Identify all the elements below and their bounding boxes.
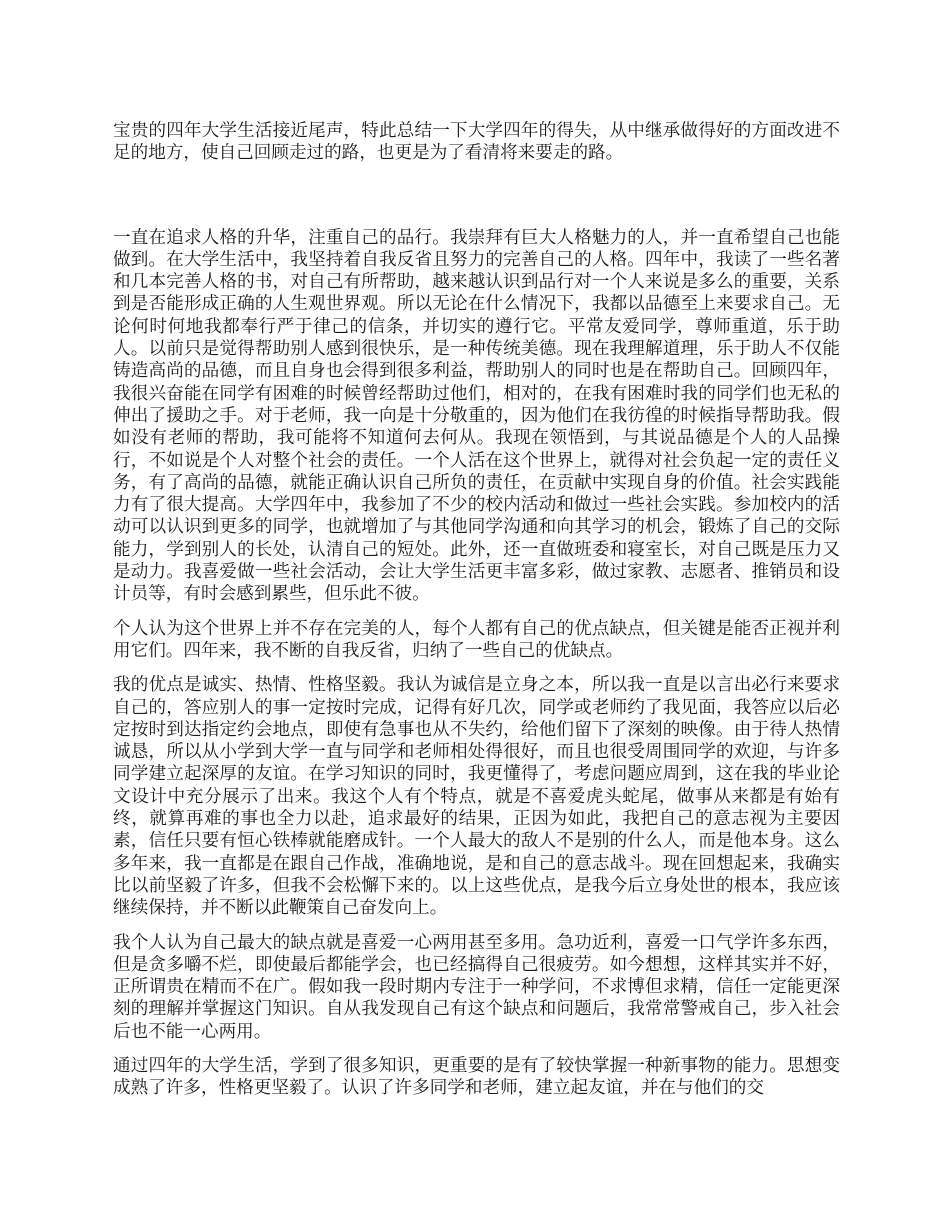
document-body <box>113 120 840 1100</box>
paragraph-self-reflection: 个人认为这个世界上并不存在完美的人，每个人都有自己的优点缺点，但关键是能否正视并利用它们。四年来，我不断的自我反省，归纳了一些自己的优缺点。 <box>113 618 840 661</box>
paragraph-character: 一直在追求人格的升华，注重自己的品行。我崇拜有巨大人格魅力的人，并一直希望自己也能做到。在大学生活中，我坚持着自我反省且努力的完善自己的人格。四年中，我读了一些名著和几本完善人格的书，对自己有所帮助，越来越认识到品行对一个人来说是多么的重要，关系到是否能形成正确的人生观世界观。所以无论在什么情况下，我都以品德至上来要求自己。无论何时何地我都奉行严于律己的信条，并切实的遵行它。平常友爱同学，尊师重道，乐于助人。以前只是觉得帮助别人感到很快乐，是一种传统美德。现在我理解道理，乐于助人不仅能铸造高尚的品德，而且自身也会得到很多利益，帮助别人的同时也是在帮助自己。回顾四年，我很兴奋能在同学有困难的时候曾经帮助过他们，相对的，在我有困难时我的同学们也无私的伸出了援助之手。对于老师，我一向是十分敬重的，因为他们在我彷徨的时候指导帮助我。假如没有老师的帮助，我可能将不知道何去何从。我现在领悟到，与其说品德是个人的人品操行，不如说是个人对整个社会的责任。一个人活在这个世界上，就得对社会负起一定的责任义务，有了高尚的品德，就能正确认识自己所负的责任，在贡献中实现自身的价值。社会实践能力有了很大提高。大学四年中，我参加了不少的校内活动和做过一些社会实践。参加校内的活动可以认识到更多的同学，也就增加了与其他同学沟通和向其学习的机会，锻炼了自己的交际能力，学到别人的长处，认清自己的短处。此外，还一直做班委和寝室长，对自己既是压力又是动力。我喜爱做一些社会活动，会让大学生活更丰富多彩，做过家教、志愿者、推销员和设计员等，有时会感到累些，但乐此不彼。 <box>113 227 840 605</box>
paragraph-intro: 宝贵的四年大学生活接近尾声，特此总结一下大学四年的得失，从中继承做得好的方面改进不足的地方，使自己回顾走过的路，也更是为了看清将来要走的路。 <box>113 121 840 164</box>
paragraph-weaknesses: 我个人认为自己最大的缺点就是喜爱一心两用甚至多用。急功近利，喜爱一口气学许多东西，但是贪多嚼不烂，即使最后都能学会，也已经搞得自己很疲劳。如今想想，这样其实并不好，正所谓贵在精而不在广。假如我一段时期内专注于一种学问，不求博但求精，信任一定能更深刻的理解并掌握这门知识。自从我发现自己有这个缺点和问题后，我常常警戒自己，步入社会后也不能一心两用。 <box>113 932 840 1042</box>
paragraph-strengths: 我的优点是诚实、热情、性格坚毅。我认为诚信是立身之本，所以我一直是以言出必行来要求自己的，答应别人的事一定按时完成，记得有好几次，同学或老师约了我见面，我答应以后必定按时到达指定约会地点，即使有急事也从不失约，给他们留下了深刻的映像。由于待人热情诚恳，所以从小学到大学一直与同学和老师相处得很好，而且也很受周围同学的欢迎，与许多同学建立起深厚的友谊。在学习知识的同时，我更懂得了，考虑问题应周到，这在我的毕业论文设计中充分展示了出来。我这个人有个特点，就是不喜爱虎头蛇尾，做事从来都是有始有终，就算再难的事也全力以赴，追求最好的结果，正因为如此，我把自己的意志视为主要因素，信任只要有恒心铁棒就能磨成针。一个人最大的敌人不是别的什么人，而是他本身。这么多年来，我一直都是在跟自己作战，准确地说，是和自己的意志战斗。现在回想起来，我确实比以前坚毅了许多，但我不会松懈下来的。以上这些优点，是我今后立身处世的根本，我应该继续保持，并不断以此鞭策自己奋发向上。 <box>113 675 840 919</box>
paragraph-summary: 通过四年的大学生活，学到了很多知识，更重要的是有了较快掌握一种新事物的能力。思想变成熟了许多，性格更坚毅了。认识了许多同学和老师，建立起友谊，并在与他们的交 <box>113 1055 840 1099</box>
